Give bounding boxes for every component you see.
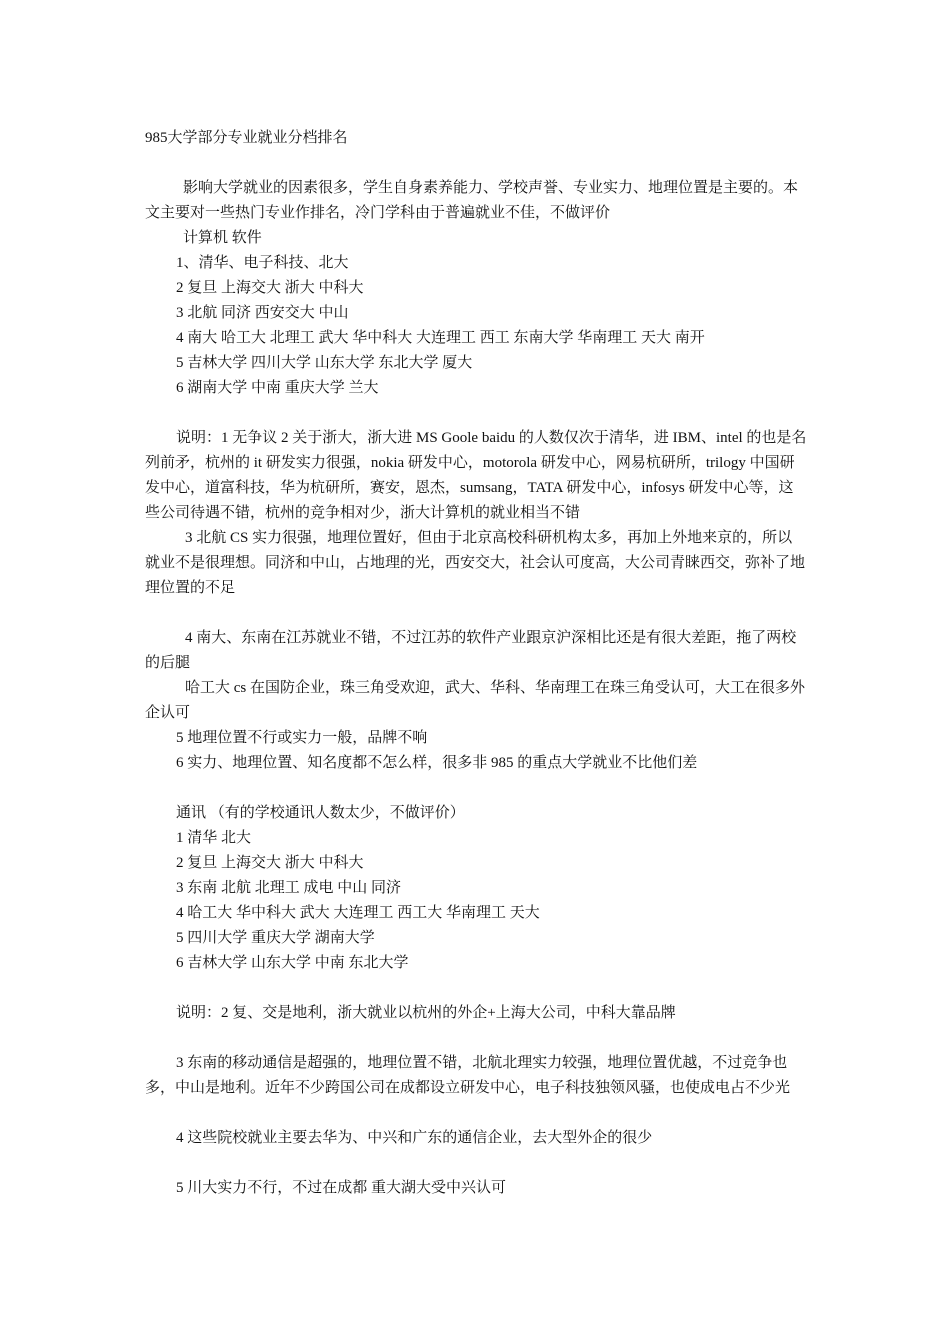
computer-note-2: 3 北航 CS 实力很强，地理位置好，但由于北京高校科研机构太多，再加上外地来京的，所以就业不是很理想。同济和中山，占地理的光，西安交大，社会认可度高，大公司青睐西交，弥补了地理位置的不足: [145, 530, 806, 596]
computer-note-3: 4 南大、东南在江苏就业不错，不过江苏的软件产业跟京沪深相比还是有很大差距，拖了两校的后腿: [145, 630, 797, 671]
telecom-rank-4: 4 哈工大 华中科大 武大 大连理工 西工大 华南理工 天大: [176, 905, 540, 921]
telecom-rank-6: 6 吉林大学 山东大学 中南 东北大学: [176, 955, 409, 971]
computer-rank-4: 4 南大 哈工大 北理工 武大 华中科大 大连理工 西工 东南大学 华南理工 天大 南开: [176, 330, 705, 346]
computer-rank-5: 5 吉林大学 四川大学 山东大学 东北大学 厦大: [176, 355, 473, 371]
computer-rank-3: 3 北航 同济 西安交大 中山: [176, 305, 349, 321]
computer-note-4: 哈工大 cs 在国防企业，珠三角受欢迎，武大、华科、华南理工在珠三角受认可，大工在很多外企认可: [145, 680, 805, 721]
telecom-rank-2: 2 复旦 上海交大 浙大 中科大: [176, 855, 364, 871]
computer-note-5: 5 地理位置不行或实力一般，品牌不响: [176, 730, 428, 746]
intro-paragraph: 影响大学就业的因素很多，学生自身素养能力、学校声誉、专业实力、地理位置是主要的。本文主要对一些热门专业作排名，冷门学科由于普遍就业不佳，不做评价: [145, 180, 799, 221]
document-body: [145, 176, 807, 1201]
computer-note-1: 说明：1 无争议 2 关于浙大，浙大进 MS Goole baidu 的人数仅次于清华，进 IBM、intel 的也是名列前矛，杭州的 it 研发实力很强，nokia 研发中心，motorola 研发中心，网易杭研所，trilogy 中国研发中心，道富科技，华为杭研所，赛安，恩杰，sumsang，TATA 研发中心，infosys 研发中心等，这些公司待遇不错，杭州的竞争相对少，浙大计算机的就业相当不错: [145, 430, 807, 521]
computer-note-6: 6 实力、地理位置、知名度都不怎么样，很多非 985 的重点大学就业不比他们差: [176, 755, 698, 771]
telecom-note-1: 说明：2 复、交是地利，浙大就业以杭州的外企+上海大公司，中科大靠品牌: [176, 1005, 676, 1021]
document-title: 985大学部分专业就业分档排名: [145, 130, 348, 146]
telecom-rank-1: 1 清华 北大: [176, 830, 252, 846]
telecom-rank-3: 3 东南 北航 北理工 成电 中山 同济: [176, 880, 402, 896]
computer-rank-6: 6 湖南大学 中南 重庆大学 兰大: [176, 380, 379, 396]
computer-heading: 计算机 软件: [183, 230, 262, 246]
telecom-note-3: 4 这些院校就业主要去华为、中兴和广东的通信企业，去大型外企的很少: [176, 1130, 653, 1146]
telecom-note-2: 3 东南的移动通信是超强的，地理位置不错，北航北理实力较强，地理位置优越，不过竞争也多，中山是地利。近年不少跨国公司在成都设立研发中心，电子科技独领风骚，也使成电占不少光: [145, 1055, 791, 1096]
computer-rank-2: 2 复旦 上海交大 浙大 中科大: [176, 280, 364, 296]
telecom-rank-5: 5 四川大学 重庆大学 湖南大学: [176, 930, 375, 946]
telecom-heading: 通讯 （有的学校通讯人数太少，不做评价）: [176, 805, 465, 821]
telecom-note-4: 5 川大实力不行，不过在成都 重大湖大受中兴认可: [176, 1180, 507, 1196]
computer-rank-1: 1、清华、电子科技、北大: [176, 255, 349, 271]
